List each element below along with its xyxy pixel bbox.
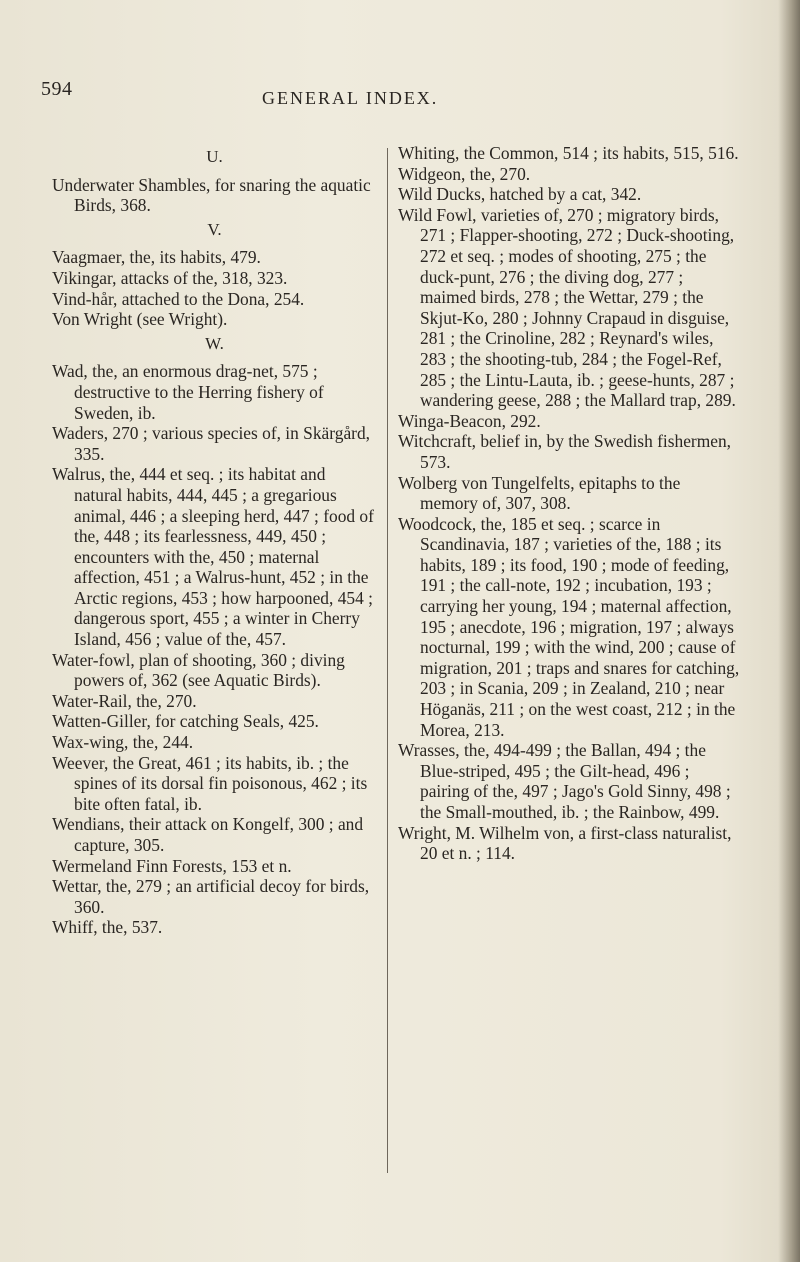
index-entry: Witchcraft, belief in, by the Swedish fishermen, 573. bbox=[398, 431, 732, 472]
index-entry: Widgeon, the, 270. bbox=[398, 163, 531, 184]
index-entry: Wrasses, the, 494-499 ; the Ballan, 494 ; the Blue-striped, 495 ; the Gilt-head, 496 ; pairing of the, 497 ; Jago's Gold Sinny, 498 ; the Small-mouthed, ib. ; the Rainbow, 499. bbox=[398, 740, 731, 822]
index-entry: Walrus, the, 444 et seq. ; its habitat and natural habits, 444, 445 ; a gregarious animal, 446 ; a sleeping herd, 447 ; food of the, 448 ; its fearlessness, 449, 450 ; encounters with the, 450 ; maternal affection, 451 ; a Walrus-hunt, 452 ; in the Arctic regions, 453 ; how harpooned, 454 ; dangerous sport, 455 ; a winter in Cherry Island, 456 ; value of the, 457. bbox=[52, 464, 374, 650]
index-entry: Wild Ducks, hatched by a cat, 342. bbox=[398, 184, 642, 205]
index-entry: Wild Fowl, varieties of, 270 ; migratory birds, 271 ; Flapper-shooting, 272 ; Duck-shooting, 272 et seq. ; modes of shooting, 275 ; the duck-punt, 276 ; the diving dog, 277 ; maimed birds, 278 ; the Wettar, 279 ; the Skjut-Ko, 280 ; Johnny Crapaud in disguise, 281 ; the Crinoline, 282 ; Reynard's wiles, 283 ; the shooting-tub, 284 ; the Fogel-Ref, 285 ; the Lintu-Lauta, ib. ; geese-hunts, 287 ; wandering geese, 288 ; the Mallard trap, 289. bbox=[398, 204, 736, 411]
index-entry: Watten-Giller, for catching Seals, 425. bbox=[52, 711, 319, 732]
left-column bbox=[52, 143, 377, 938]
running-head: GENERAL INDEX. bbox=[262, 88, 439, 108]
index-entry: Von Wright (see Wright). bbox=[52, 309, 228, 330]
index-entry: Whiting, the Common, 514 ; its habits, 515, 516. bbox=[398, 143, 739, 163]
index-entry: Wolberg von Tungelfelts, epitaphs to the memory of, 307, 308. bbox=[398, 472, 681, 514]
column-divider bbox=[387, 148, 388, 1173]
index-entry: Winga-Beacon, 292. bbox=[398, 410, 541, 431]
index-entry: Whiff, the, 537. bbox=[52, 917, 163, 938]
index-entry: Weever, the Great, 461 ; its habits, ib. ; the spines of its dorsal fin poisonous, 462 ; its bite often fatal, ib. bbox=[52, 752, 368, 814]
index-entry: Underwater Shambles, for snaring the aquatic Birds, 368. bbox=[52, 174, 371, 216]
index-entry: Wettar, the, 279 ; an artificial decoy for birds, 360. bbox=[52, 876, 370, 917]
index-entry: Wendians, their attack on Kongelf, 300 ; and capture, 305. bbox=[52, 814, 364, 855]
index-entry: Wad, the, an enormous drag-net, 575 ; destructive to the Herring fishery of Sweden, ib. bbox=[52, 361, 324, 423]
index-entry: Wright, M. Wilhelm von, a first-class naturalist, 20 et n. ; 114. bbox=[398, 822, 732, 864]
index-entry: Woodcock, the, 185 et seq. ; scarce in Scandinavia, 187 ; varieties of the, 188 ; its habits, 189 ; its food, 190 ; mode of feeding, 191 ; the call-note, 192 ; incubation, 193 ; carrying her young, 194 ; maternal affection, 195 ; anecdote, 196 ; migration, 197 ; always nocturnal, 199 ; with the wind, 200 ; cause of migration, 201 ; traps and snares for catching, 203 ; in Scania, 209 ; in Zealand, 210 ; near Höganäs, 211 ; on the west coast, 212 ; in the Morea, 213. bbox=[398, 513, 740, 740]
index-entry: Vind-hår, attached to the Dona, 254. bbox=[52, 288, 305, 309]
index-entry: Vikingar, attacks of the, 318, 323. bbox=[52, 267, 288, 288]
page-number: 594 bbox=[41, 78, 73, 100]
index-entry: Wax-wing, the, 244. bbox=[52, 732, 194, 753]
page-edge-shadow bbox=[778, 0, 800, 1262]
section-letter-w: W. bbox=[205, 333, 224, 353]
index-entry: Wermeland Finn Forests, 153 et n. bbox=[52, 855, 292, 876]
section-letter-v: V. bbox=[207, 219, 222, 239]
index-entry: Waders, 270 ; various species of, in Skärgård, 335. bbox=[52, 423, 370, 464]
right-column bbox=[398, 143, 740, 864]
section-letter-u: U. bbox=[206, 147, 223, 166]
index-entry: Vaagmaer, the, its habits, 479. bbox=[52, 247, 261, 268]
index-entry: Water-fowl, plan of shooting, 360 ; diving powers of, 362 (see Aquatic Birds). bbox=[52, 649, 345, 691]
index-entry: Water-Rail, the, 270. bbox=[52, 690, 197, 711]
